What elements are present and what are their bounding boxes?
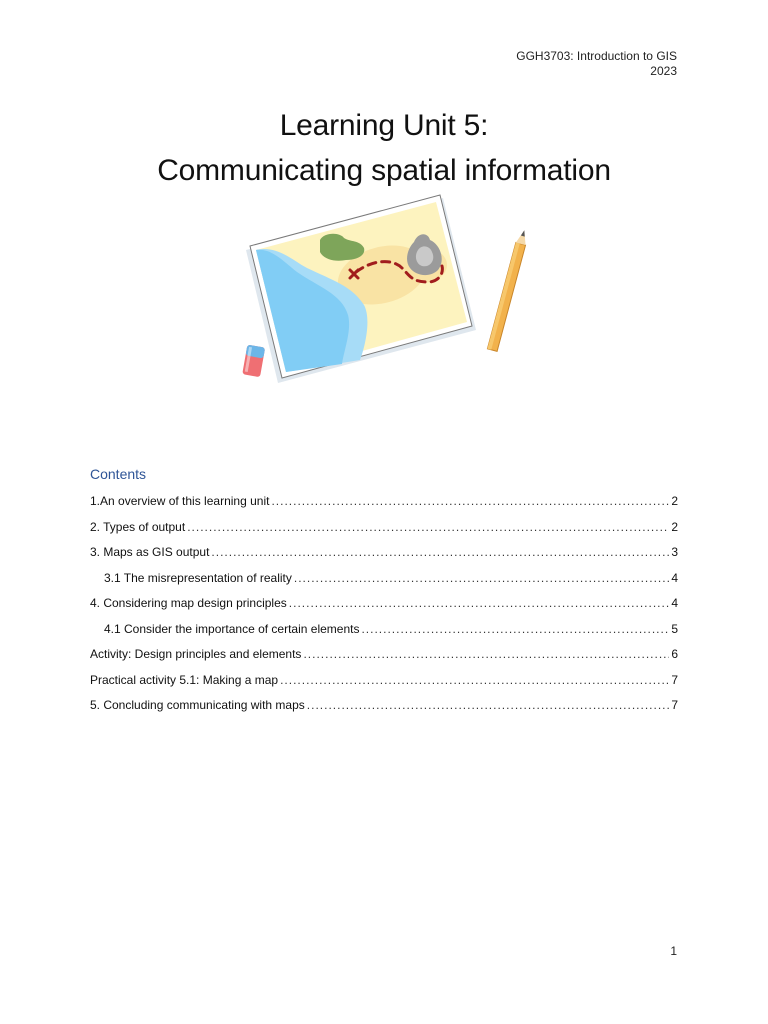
toc-dot-leader (361, 622, 669, 636)
toc-dot-leader (307, 698, 670, 712)
toc-entry-page: 2 (671, 494, 678, 508)
toc-dot-leader (294, 571, 669, 585)
toc-entry-page: 6 (671, 647, 678, 661)
page-number: 1 (670, 944, 677, 958)
toc-entry-label: Practical activity 5.1: Making a map (90, 672, 279, 687)
toc-dot-leader (280, 673, 669, 687)
toc-entry-label: 3. Maps as GIS output (90, 545, 210, 559)
toc-entry-label: 2. Types of output (90, 519, 186, 534)
toc-entry-label: An overview of this learning unit (100, 494, 270, 508)
table-of-contents (90, 494, 678, 724)
toc-entry-label: 4. Considering map design principles (90, 596, 287, 610)
toc-subentry[interactable] (90, 622, 678, 648)
toc-entry-page: 4 (671, 570, 678, 585)
toc-dot-leader (187, 520, 669, 534)
toc-entry[interactable] (90, 698, 678, 724)
toc-entry[interactable] (90, 494, 678, 520)
contents-heading: Contents (90, 466, 147, 482)
toc-entry-label: 4.1 Consider the importance of certain elements (104, 621, 360, 636)
page-title (0, 103, 768, 193)
toc-entry-number: 1. (90, 494, 101, 508)
toc-subentry[interactable] (90, 571, 678, 597)
toc-entry[interactable] (90, 596, 678, 622)
toc-entry-page: 7 (671, 698, 678, 712)
toc-entry[interactable] (90, 647, 678, 673)
title-line-1: Learning Unit 5: (279, 109, 489, 142)
toc-entry-page: 7 (671, 672, 678, 687)
toc-entry[interactable] (90, 520, 678, 546)
course-year: 2023 (650, 64, 677, 78)
toc-entry-page: 5 (671, 621, 678, 636)
toc-dot-leader (289, 596, 670, 610)
toc-entry-label: 3.1 The misrepresentation of reality (104, 570, 292, 585)
toc-entry-page: 3 (671, 545, 678, 559)
toc-dot-leader (211, 545, 669, 559)
title-line-2: Communicating spatial information (157, 154, 611, 187)
eraser-icon (242, 345, 265, 378)
toc-dot-leader (303, 647, 669, 661)
treasure-map-illustration (232, 190, 542, 390)
toc-entry-page: 2 (671, 519, 678, 534)
document-header (516, 49, 677, 79)
toc-entry[interactable] (90, 545, 678, 571)
course-title: GGH3703: Introduction to GIS (516, 49, 677, 63)
toc-entry-page: 4 (671, 596, 678, 610)
pencil-icon (487, 229, 529, 351)
toc-entry[interactable] (90, 673, 678, 699)
toc-dot-leader (271, 494, 669, 508)
toc-entry-label: 5. Concluding communicating with maps (90, 698, 305, 712)
toc-entry-label: Activity: Design principles and elements (90, 647, 302, 661)
